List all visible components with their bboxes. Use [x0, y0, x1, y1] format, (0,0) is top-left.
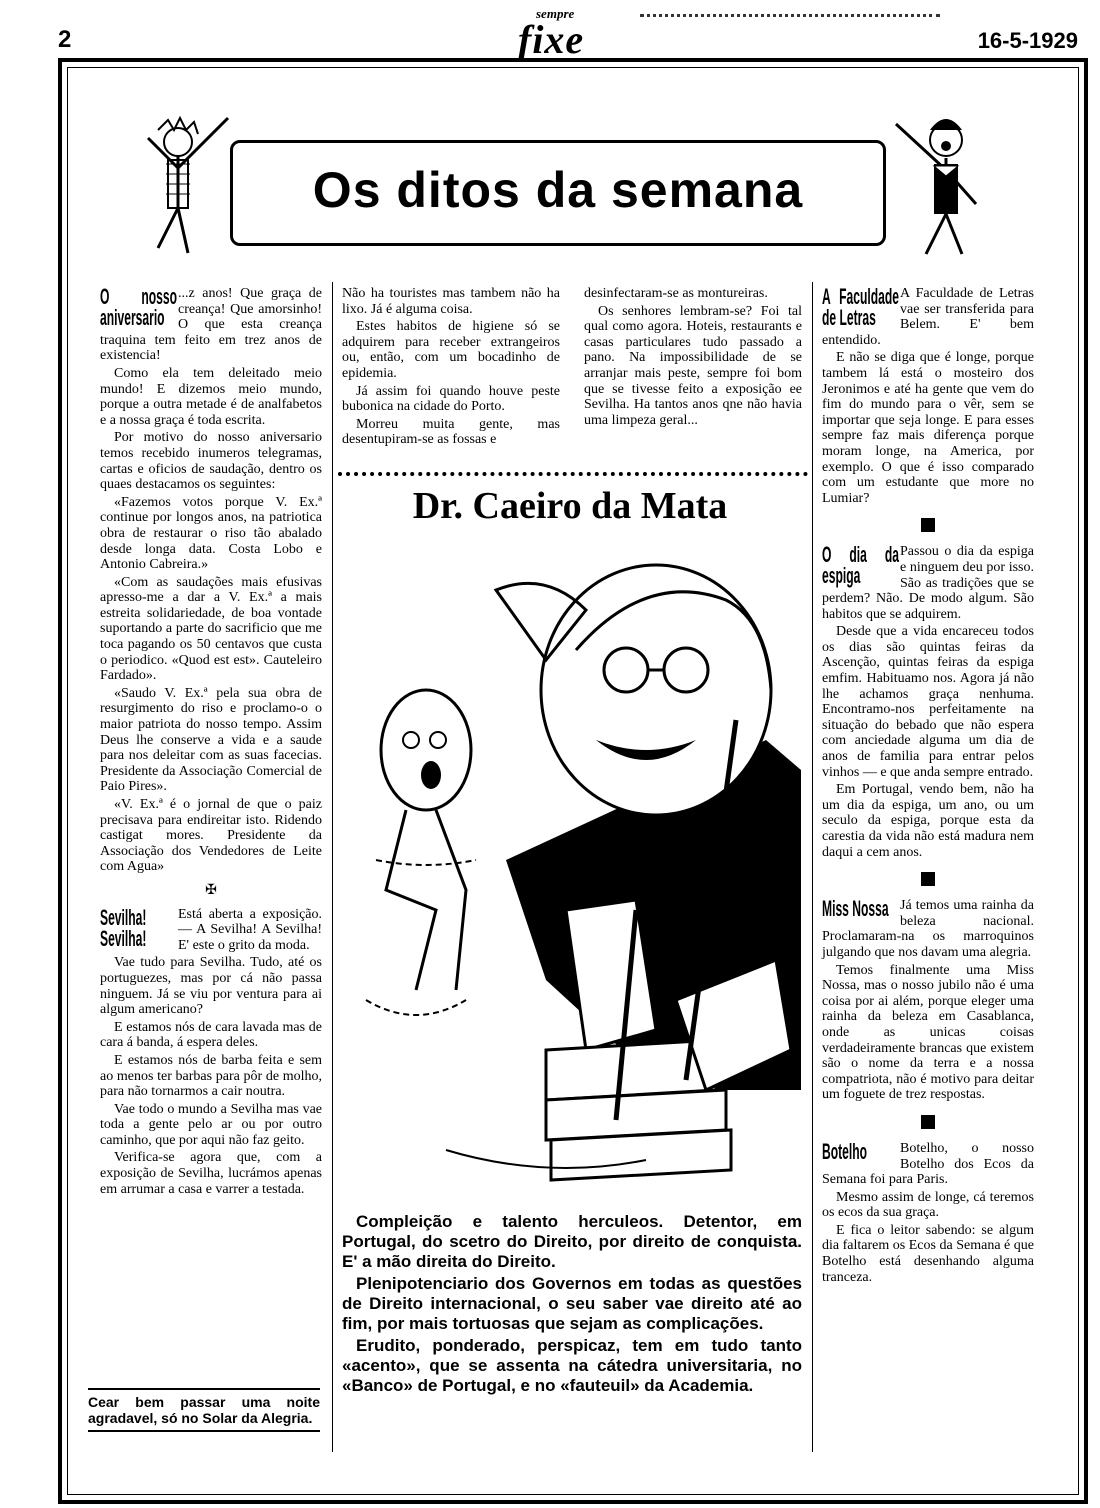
paragraph: A Faculdade de Letras vae ser transferida para Belem. E' bem entendido.	[822, 286, 1034, 348]
paragraph: E fica o leitor sabendo: se algum dia faltarem os Ecos da Semana é que Botelho está desenhando alguma tranceza.	[822, 1222, 1034, 1285]
feature-title: Dr. Caeiro da Mata	[412, 485, 728, 527]
heading-missnossa: Miss Nossa	[822, 896, 889, 922]
paragraph: «Saudo V. Ex.ª pela sua obra de resurgimento do riso e proclamo-o o maior patriota do nosso tempo. Assim Deus lhe conserve a vida e a saude para nos deleitar com as suas facecias. Presidente da Associação Comercial de Paio Pires».	[100, 685, 322, 795]
paragraph: desinfectaram-se as montureiras.	[584, 286, 768, 301]
paragraph: Vae todo o mundo a Sevilha mas vae toda a gente pelo ar ou por outro caminho, que por aqui não faz geito.	[100, 1101, 322, 1148]
column-3	[584, 286, 802, 430]
paragraph: «Fazemos votos porque V. Ex.ª continue por longos anos, na patriotica obra de restaurar o riso tão abalado desde longa data. Costa Lobo e Antonio Cabreira.»	[100, 494, 322, 573]
column-1	[100, 286, 322, 1199]
column-4	[822, 286, 1034, 1287]
paragraph: E estamos nós de barba feita e sem ao menos ter barbas para pôr de molho, para não tornarmos a cair noutra.	[100, 1052, 322, 1100]
title-banner	[230, 140, 886, 246]
ornament-icon: ✠	[205, 882, 217, 898]
article-missnossa	[822, 898, 1034, 1103]
paragraph: Os senhores lembram-se? Foi tal qual como agora. Hoteis, restaurants e casas particulares tudo passado a pano. Na impossibilidade de se arranjar mais peste, sempre foi bom que se tivesse feito a exposição ee Sevilha. Ha tantos anos qne não havia uma limpeza geral...	[584, 303, 802, 428]
issue-date: 16-5-1929	[977, 28, 1078, 53]
paragraph: Passou o dia da espiga e ninguem deu por isso. São as tradições que se perdem? Não. De modo algum. São habitos que se adquirem.	[822, 544, 1034, 622]
paragraph: Temos finalmente uma Miss Nossa, mas o nosso jubilo não é uma coisa por ai além, porque eleger uma rainha da beleza em Casablanca, onde as unicas coisas verdadeiramente brancas que existem são o nome da terra e a nossa compatriota, não é motivo para deitar um foguete de trez respostas.	[822, 962, 1034, 1103]
paragraph: Já assim foi quando houve peste bubonica na cidade do Porto.	[342, 383, 560, 415]
paragraph: Vae tudo para Sevilha. Tudo, até os portuguezes, mas por cá não passa ninguem. Já se viu por ventura para ai algum americano?	[100, 955, 322, 1018]
heading-espiga: O dia da espiga	[822, 542, 899, 589]
feature-caption	[342, 1212, 802, 1398]
paragraph: «V. Ex.ª é o jornal de que o paiz precisava para endireitar isto. Ridendo castigat mores. Presidente da Associação dos Vendedores de Leite com Agua»	[100, 797, 322, 875]
paragraph: Por motivo do nosso aniversario temos recebido inumeros telegramas, cartas e oficios de saudação, dentro os quaes destacamos os seguintes:	[100, 430, 322, 493]
paragraph: Morreu muita gente, mas desentupiram-se as fossas e	[342, 416, 560, 448]
paragraph: «Com as saudações mais efusivas apresso-me a dar a V. Ex.ª a mais estreita solidariedade, de boa vontade suportando a parte do sacrificio que me toca pagando os 50 centavos que custa o periodico. «Quod est est». Cauteleiro Fardado».	[100, 574, 322, 684]
paragraph: Botelho, o nosso Botelho dos Ecos da Semana foi para Paris.	[822, 1140, 1034, 1188]
left-jester-figure	[128, 108, 238, 258]
paragraph: Desde que a vida encareceu todos os dias são quintas feiras da Ascenção, quintas feiras da espiga emfim. Habituamo nos. Agora já não lhe achamos graça nenhuma. Encontramo-nos perfeitamente na situação do bebado que não espera com anciedade alguma um dia de anos de familia para entrar pelos vinhos — e que anda sempre entrado.	[822, 624, 1034, 780]
column-2	[342, 286, 560, 450]
article-faculdade	[822, 286, 1034, 506]
paragraph: Como ela tem deleitado meio mundo! E dizemos meio mundo, porque a outra metade é de analfabetos e a nossa graça é toda escrita.	[100, 365, 322, 428]
heading-sevilha: Sevilha! Sevilha!	[100, 904, 147, 951]
paragraph: Já temos uma rainha da beleza nacional. Proclamaram-na os marroquinos julgando que nos davam uma alegria.	[822, 898, 1034, 960]
paragraph: Estes habitos de higiene só se adquirem para receber extrangeiros ou, então, com um bocadinho de epidemia.	[342, 319, 560, 381]
dotted-rule	[338, 472, 808, 476]
paragraph: Está aberta a exposição. — A Sevilha! A Sevilha! E' este o grito da moda.	[178, 906, 322, 953]
paragraph: Verifica-se agora que, com a exposição de Sevilha, lucrámos apenas em arrumar a casa e varrer a testada.	[100, 1150, 322, 1197]
section-title: Os ditos da semana	[312, 162, 804, 218]
caption-paragraph: Erudito, ponderado, perspicaz, tem em tudo tanto «acento», que se assenta na cátedra universitaria, no «Banco» de Portugal, e no «fauteuil» da Academia.	[342, 1336, 802, 1395]
article-botelho	[822, 1138, 1034, 1285]
separator-square-icon	[921, 518, 935, 532]
paragraph: ...z anos! Que graça de creança! Que amorsinho! O que esta creança traquina tem feito em trez anos de existencia!	[100, 286, 322, 364]
heading-botelho: Botelho	[822, 1138, 868, 1164]
separator-square-icon	[921, 1115, 935, 1129]
paragraph: Em Portugal, vendo bem, não ha um dia da espiga, um ano, ou um seculo da espiga, porque esta da carestia da vida não está madura nem daqui a cem anos.	[822, 782, 1034, 860]
paragraph: Mesmo assim de longe, cá teremos os ecos da sua graça.	[822, 1189, 1034, 1221]
paragraph: E não se diga que é longe, porque tambem lá está o mosteiro dos Jeronimos e até ha gente que vem do fim do mundo para o vêr, sem se importar que seja longe. E para esses sempre faz mais diferença porque moram longe, na America, por exemplo. O que é isso comparado com um estudante que more no Lumiar?	[822, 350, 1034, 506]
article-sevilha	[100, 904, 322, 1198]
right-jester-figure	[886, 104, 996, 264]
heading-faculdade: A Faculdade de Letras	[822, 284, 899, 330]
column-divider	[812, 282, 813, 1452]
caption-paragraph: Plenipotenciario dos Governos em todas as questões de Direito internacional, o seu saber vae direito até ao fim, por mais tortuosas que sejam as complicações.	[342, 1274, 802, 1333]
article-espiga	[822, 544, 1034, 860]
masthead-big: fixe	[518, 17, 585, 62]
heading-aniversario: O nosso aniversario	[100, 284, 177, 330]
page-number: 2	[58, 26, 72, 53]
column-divider	[332, 282, 333, 1452]
masthead-small: sempre	[536, 6, 575, 21]
article-aniversario	[100, 286, 322, 875]
advertisement-solar-alegria: Cear bem passar uma noite agradavel, só no Solar da Alegria.	[88, 1388, 320, 1432]
separator-square-icon	[921, 872, 935, 886]
caricature-illustration	[346, 530, 801, 1198]
paragraph: Não ha touristes mas tambem não ha lixo. Já é alguma coisa.	[342, 286, 560, 317]
paragraph: E estamos nós de cara lavada mas de cara á banda, á espera deles.	[100, 1019, 322, 1051]
caption-paragraph: Compleição e talento herculeos. Detentor, em Portugal, do scetro do Direito, por direito de conquista. E' a mão direita do Direito.	[342, 1212, 802, 1271]
header-dotted-rule	[640, 14, 940, 17]
